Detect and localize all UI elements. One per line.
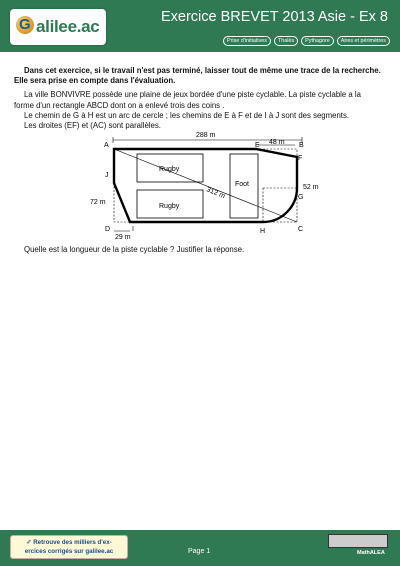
- promo-line-2: ercices corrigés sur galilee.ac: [24, 548, 114, 555]
- tag-pythagore[interactable]: Pythagore: [301, 36, 334, 46]
- point-I: I: [132, 226, 134, 233]
- label-foot: Foot: [235, 181, 250, 188]
- cc-license-icon[interactable]: [328, 534, 388, 548]
- statement-line-1: La ville BONVIVRE possède une plaine de jeux bordée d'une piste cyclable. La piste cyclable a la: [24, 90, 361, 100]
- dim-52: 52 m: [303, 184, 319, 191]
- label-rugby-1: Rugby: [159, 166, 180, 173]
- point-D: D: [105, 226, 111, 233]
- point-E: E: [255, 142, 260, 149]
- statement-line-2: forme d'un rectangle ABCD dont on a enlevé trois des coins .: [14, 100, 225, 110]
- tag-prise-initiatives[interactable]: Prise d'initiatives: [223, 36, 271, 46]
- statement-line-4: Les droites (EF) et (AC) sont parallèles.: [24, 121, 161, 131]
- point-A: A: [104, 142, 109, 149]
- point-B: B: [299, 142, 304, 149]
- exercise-title: Exercice BREVET 2013 Asie - Ex 8: [160, 9, 388, 25]
- promo-line-1: ✐ Retrouve des milliers d'ex-: [26, 539, 112, 546]
- mathalea-brand: MathALEA: [357, 550, 385, 556]
- dim-48: 48 m: [269, 139, 285, 146]
- intro-line-2: Elle sera prise en compte dans l'évaluation.: [14, 76, 176, 86]
- intro-line-1: Dans cet exercice, si le travail n'est pas terminé, laisser tout de même une trace de la recherche.: [24, 66, 381, 75]
- question-text: Quelle est la longueur de la piste cyclable ? Justifier la réponse.: [24, 245, 245, 254]
- point-H: H: [260, 228, 266, 235]
- dim-29: 29 m: [115, 234, 131, 241]
- point-G: G: [298, 194, 304, 201]
- tag-aires-perimetres[interactable]: Aires et périmètres: [337, 36, 390, 46]
- page-number: Page 1: [188, 548, 211, 555]
- promo-box[interactable]: [10, 535, 128, 559]
- dim-312: 312 m: [205, 186, 226, 201]
- dim-288: 288 m: [196, 132, 216, 139]
- logo-text: alilee.ac: [36, 17, 100, 36]
- point-F: F: [298, 155, 303, 162]
- dim-72: 72 m: [90, 199, 106, 206]
- point-J: J: [105, 172, 109, 179]
- tag-thales[interactable]: Thalès: [274, 36, 298, 46]
- statement-line-3: Le chemin de G à H est un arc de cercle ; les chemins de E à F et de I à J sont des segments.: [24, 110, 350, 120]
- label-rugby-2: Rugby: [159, 203, 180, 210]
- point-C: C: [298, 226, 304, 233]
